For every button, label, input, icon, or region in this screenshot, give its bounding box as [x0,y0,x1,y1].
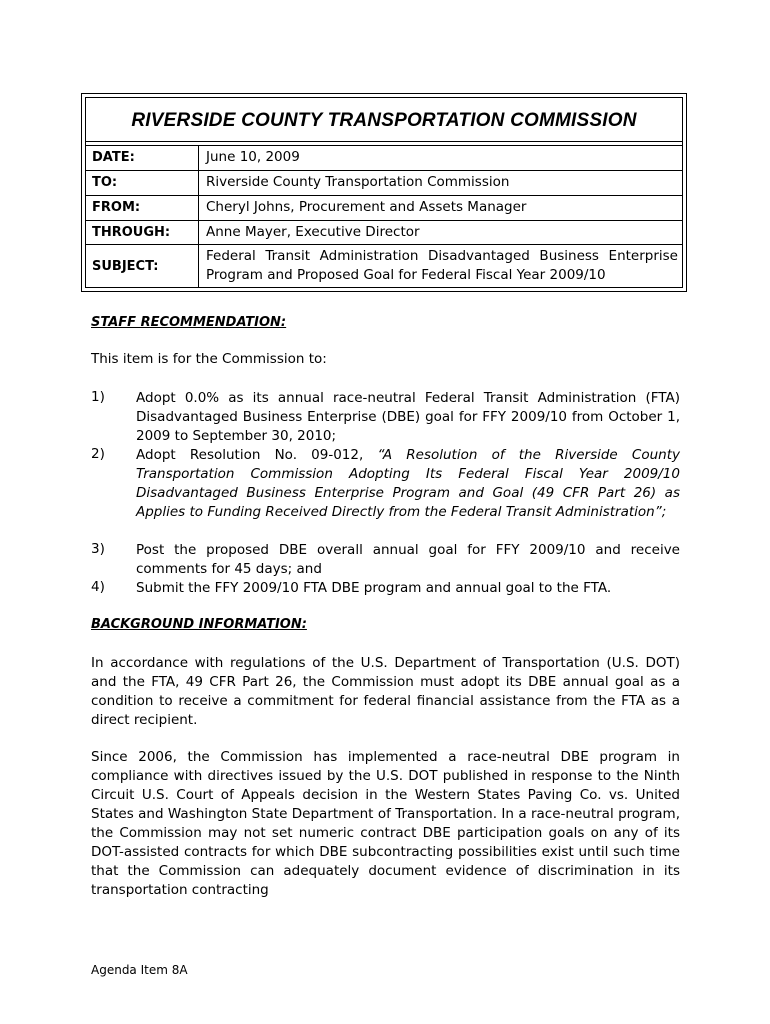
list-number-2: 2) [91,446,105,462]
title-row [86,98,682,142]
list-item-2-prefix: Adopt Resolution No. 09-012, [136,447,378,463]
memo-header-inner [85,97,683,288]
agenda-item-footer: Agenda Item 8A [91,963,188,977]
list-item-2 [136,446,680,522]
meta-row-from [86,196,682,221]
from-label: FROM: [92,200,141,215]
list-item-3: Post the proposed DBE overall annual goal for FFY 2009/10 and receive comments for 45 days; and [136,542,680,577]
background-paragraph-2: Since 2006, the Commission has implemented a race-neutral DBE program in compliance with directives issued by the U.S. DOT published in response to the Ninth Circuit U.S. Court of Appeals decision in the Western States Paving Co. vs. United States and Washington State Department of Transportation. In a race-neutral program, the Commission may not set numeric contract DBE participation goals on any of its DOT-assisted contracts for which DBE subcontracting possibilities exist until such time that the Commission can adequately document evidence of discrimination in its transportation contracting [91,749,680,898]
through-label: THROUGH: [92,225,171,240]
meta-row-subject [86,245,682,288]
through-value: Anne Mayer, Executive Director [206,224,420,240]
from-value: Cheryl Johns, Procurement and Assets Manager [206,199,527,215]
date-value: June 10, 2009 [206,149,300,165]
list-number-4: 4) [91,579,105,595]
background-paragraph-1: In accordance with regulations of the U.S. Department of Transportation (U.S. DOT) and the FTA, 49 CFR Part 26, the Commission must adopt its DBE annual goal as a condition to receive a commitment for federal financial assistance from the FTA as a direct recipient. [91,655,680,728]
list-number-3: 3) [91,541,105,557]
list-item-1: Adopt 0.0% as its annual race-neutral Federal Transit Administration (FTA) Disadvantaged Business Enterprise (DBE) goal for FFY 2009/10 from October 1, 2009 to September 30, 2010; [136,390,680,444]
agency-title: RIVERSIDE COUNTY TRANSPORTATION COMMISSION [131,110,637,131]
list-number-1: 1) [91,389,105,405]
subject-label: SUBJECT: [92,259,159,274]
to-label: TO: [92,175,118,190]
background-heading: BACKGROUND INFORMATION: [91,617,307,632]
memo-meta-grid [86,145,682,287]
recommendation-intro: This item is for the Commission to: [91,351,327,367]
meta-row-date [86,146,682,171]
date-label: DATE: [92,150,135,165]
memo-header-box [81,93,687,292]
list-item-4: Submit the FFY 2009/10 FTA DBE program and annual goal to the FTA. [136,580,612,596]
to-value: Riverside County Transportation Commission [206,174,510,190]
meta-row-to [86,171,682,196]
meta-row-through [86,221,682,245]
resolution-title: “A Resolution of the Riverside County Transportation Commission Adopting Its Federal Fiscal Year 2009/10 Disadvantaged Business Enterprise Program and Goal (49 CFR Part 26) as Applies to Funding Received Directly from the Federal Transit Administration”; [136,447,680,520]
subject-value: Federal Transit Administration Disadvantaged Business Enterprise Program and Proposed Goal for Federal Fiscal Year 2009/10 [206,248,678,283]
staff-recommendation-heading: STAFF RECOMMENDATION: [91,315,287,330]
